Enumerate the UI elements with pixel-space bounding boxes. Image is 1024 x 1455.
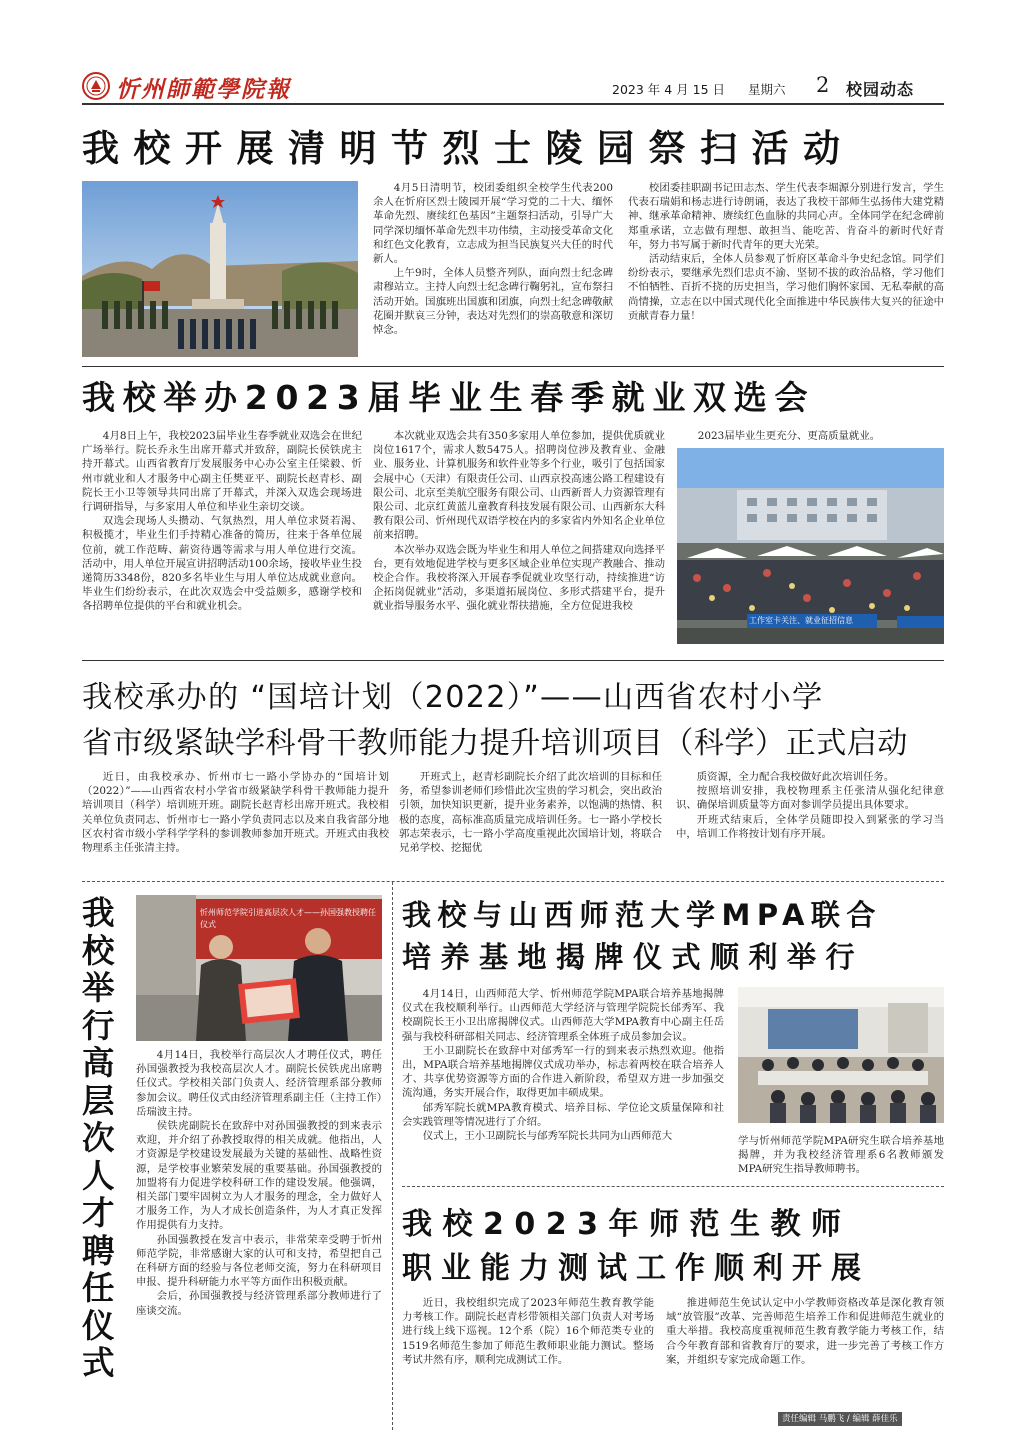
article6-title-line1: 我校2023年师范生教师 xyxy=(402,1207,852,1242)
school-seal-icon xyxy=(82,72,110,100)
article2-title: 我校举办2023届毕业生春季就业双选会 xyxy=(82,378,816,417)
paper-name: 忻州師範學院報 xyxy=(116,76,291,103)
article1-col1-paragraph: 上午9时，全体人员整齐列队，面向烈士纪念碑肃穆站立。主持人向烈士纪念碑行鞠躬礼，宣布祭扫活动开始。国旗班出国旗和团旗，向烈士纪念碑敬献花圈并默哀三分钟，表达对先烈们的崇高敬意和深切悼念。 xyxy=(373,267,613,337)
job-fair-banner-text: 工作室卡关注、就业征招信息 xyxy=(749,616,853,625)
article1-title: 我校开展清明节烈士陵园祭扫活动 xyxy=(82,127,855,170)
article5-col2-paragraph: 学与忻州师范学院MPA研究生联合培养基地揭牌，并为我校经济管理系6名教师颁发MPA研究生指导教师聘书。 xyxy=(738,1135,944,1176)
article5-col1-paragraph: 仪式上，王小卫副院长与邰秀军院长共同为山西师范大 xyxy=(422,1130,673,1143)
issue-weekday: 星期六 xyxy=(748,82,786,97)
article5-photo-meeting xyxy=(738,987,944,1123)
article2-col2-paragraph: 本次就业双选会共有350多家用人单位参加，提供优质就业岗位1617个，需求人数5475人。招聘岗位涉及教育业、金融业、服务业、计算机服务和软件业等多个行业，吸引了包括国家会展中心（天津）有限责任公司、山西京投高速公路工程建设有限公司、北京至美航空服务有限公司、山西新晋人力资源管理有限公司、北京红黄蓝儿童教育科技发展有限公司、山西新东大科教有限公司、忻州现代双语学校在内的多家省内外知名企业单位前来招聘。 xyxy=(373,430,665,542)
article2-column2 xyxy=(373,429,665,614)
article6-column2 xyxy=(666,1296,944,1367)
section-divider-dashed xyxy=(402,1186,944,1187)
article3-col1-paragraph: 近日，由我校承办、忻州市七一路小学协办的“国培计划（2022）”——山西省农村小学省市级紧缺学科骨干教师能力提升培训项目（科学）培训班开班。副院长赵青杉出席开班式。我校相关单位负责同志、忻州市七一路小学负责同志以及来自我省部分地区农村省市级小学科学学科的参训教师参加开班式。开班式由我校物理系主任张清主持。 xyxy=(82,771,389,855)
article2-column1 xyxy=(82,429,362,614)
article5-col1-paragraph: 邰秀军院长就MPA教育模式、培养目标、学位论文质量保障和社会实践管理等情况进行了介绍。 xyxy=(402,1101,724,1128)
article6-title-line2: 职业能力测试工作顺利开展 xyxy=(402,1251,870,1286)
article2-column3 xyxy=(677,429,944,443)
article2-col1-paragraph: 双选会现场人头攒动、气氛热烈，用人单位求贤若渴、积极揽才，毕业生们手持精心准备的简历，往来于各单位展位前，就工作范畴、薪资待遇等需求与用人单位进行交流。活动中，用人单位开展宣讲招聘活动100余场，接收毕业生投递简历3348份，820多名毕业生与用人单位达成就业意向。毕业生们纷纷表示，在此次双选会中受益颇多，感谢学校和各招聘单位提供的平台和就业机会。 xyxy=(82,515,362,613)
article6-col1-paragraph: 近日，我校组织完成了2023年师范生教育教学能力考核工作。副院长赵青杉带领相关部门负责人对考场进行线上线下巡视。12个系（院）16个师范类专业的1519名师范生参加了师范生教师职业能力测试。整场考试井然有序，顺利完成测试工作。 xyxy=(402,1297,654,1366)
article1-col2-paragraph: 活动结束后，全体人员参观了忻府区革命斗争史纪念馆。同学们纷纷表示，要继承先烈们忠贞不渝、坚韧不拔的政治品格，学习他们不怕牺牲、百折不挠的历史担当，学习他们胸怀家国、无私奉献的高尚情操，立志在以中国式现代化全面推进中华民族伟大复兴的征途中贡献青春力量！ xyxy=(628,253,944,322)
section-divider-dashed xyxy=(82,881,944,882)
article4-photo-appointment xyxy=(136,895,382,1041)
article4-paragraph: 4月14日，我校举行高层次人才聘任仪式，聘任孙国强教授为我校高层次人才。副院长侯铁虎出席聘任仪式。学校相关部门负责人、经济管理系部分教师参加会议。聘任仪式由经济管理系副主任（主持工作）岳瑞波主持。 xyxy=(136,1049,382,1118)
article6-column1 xyxy=(402,1296,654,1367)
section-divider xyxy=(82,660,944,661)
article3-col2-paragraph: 开班式上，赵青杉副院长介绍了此次培训的目标和任务，希望参训老师们珍惜此次宝贵的学习机会，突出政治引领，加快知识更新，提升业务素养，以饱满的热情、积极的态度，高标准高质量完成培训任务。七一路小学校长郭志荣表示，七一路小学高度重视此次国培计划，将联合兄弟学校、挖掘优 xyxy=(399,771,662,855)
masthead-rule xyxy=(82,103,944,105)
article3-col3-paragraph: 质资源，全力配合我校做好此次培训任务。 xyxy=(696,771,895,783)
article4-title-vertical xyxy=(82,895,122,1383)
article1-column2 xyxy=(628,181,944,323)
article2-photo-job-fair xyxy=(677,448,944,644)
page-number: 2 xyxy=(816,73,830,97)
article4-paragraph: 侯铁虎副院长在致辞中对孙国强教授的到来表示欢迎，并介绍了孙教授取得的相关成就。他指出，人才资源是学校建设发展最为关键的基础性、战略性资源，是学校事业繁荣发展的重要基础。孙国强教授的加盟将有力促进学校科研工作的建设发展。他强调，相关部门要牢固树立为人才服务的理念，全力做好人才服务工作，为人才成长创造条件，为人才真正发挥作用提供有力支持。 xyxy=(136,1120,382,1232)
article5-col1-paragraph: 王小卫副院长在致辞中对邰秀军一行的到来表示热烈欢迎。他指出，MPA联合培养基地揭牌仪式成功举办，标志着两校在联合培养人才、共享优势资源等方面的合作进入新阶段，希望双方进一步加强交流沟通，务实开展合作，取得更加丰硕成果。 xyxy=(402,1044,724,1100)
article5-column1 xyxy=(402,987,724,1143)
appointment-banner-text: 忻州师范学院引进高层次人才——孙国强教授聘任仪式 xyxy=(200,908,376,929)
article4-paragraph: 会后，孙国强教授与经济管理系部分教师进行了座谈交流。 xyxy=(136,1290,382,1317)
article3-col3-paragraph: 按照培训安排，我校物理系主任张清从强化纪律意识、确保培训质量等方面对参训学员提出具体要求。 xyxy=(676,785,944,812)
article3-column1 xyxy=(82,770,389,855)
article3-col3-paragraph: 开班式结束后，全体学员随即投入到紧张的学习当中，培训工作将按计划有序开展。 xyxy=(676,813,944,840)
column-divider-dashed xyxy=(392,882,393,1430)
masthead xyxy=(82,72,944,104)
article3-title-line2: 省市级紧缺学科骨干教师能力提升培训项目（科学）正式启动 xyxy=(82,726,908,761)
article4-paragraph: 孙国强教授在发言中表示，非常荣幸受聘于忻州师范学院，非常感谢大家的认可和支持，希望把自己在科研方面的经验与各位老师交流，努力在科研项目申报、提升科研能力水平等方面作出积极贡献。 xyxy=(136,1233,382,1289)
article4-body xyxy=(136,1048,382,1318)
article4-title-text: 我校举行高层次人才聘任仪式 xyxy=(82,894,115,1382)
article2-col2-paragraph: 本次举办双选会既为毕业生和用人单位之间搭建双向选择平台，更有效地促进学校与更多区域企业单位实现产教融合、推动校企合作。我校将深入开展春季促就业攻坚行动，持续推进“访企拓岗促就业”活动，多渠道拓展岗位、多形式搭建平台，提升就业指导服务水平、强化就业帮扶措施，全方位促进我校 xyxy=(373,543,665,613)
article3-column3 xyxy=(676,770,944,841)
article1-column1 xyxy=(373,181,613,337)
section-divider xyxy=(82,366,944,367)
article5-title-line2: 培养基地揭牌仪式顺利举行 xyxy=(402,940,865,974)
article2-col3-paragraph: 2023届毕业生更充分、更高质量就业。 xyxy=(697,430,881,442)
section-name: 校园动态 xyxy=(846,80,915,99)
article1-col2-paragraph: 校团委挂职副书记田志杰、学生代表李堀源分别进行发言，学生代表石瑞娟和杨志进行诗朗诵，表达了我校干部师生弘扬伟大建党精神、继承革命精神、赓续红色血脉的共同心声。全体同学在纪念碑前郑重承诺，立志做有理想、敢担当、能吃苦、肯奋斗的新时代好青年，努力书写属于新时代青年的更大光荣。 xyxy=(628,182,944,251)
article2-col1-paragraph: 4月8日上午，我校2023届毕业生春季就业双选会在世纪广场举行。院长乔永生出席开幕式并致辞，副院长侯铁虎主持开幕式。山西省教育厅发展服务中心办公室主任梁毅、忻州市就业和人才服务中心副主任樊亚平、副院长赵青杉、副院长王小卫等领导共同出席了开幕式，并深入双选会现场进行调研指导，与多家用人单位和毕业生亲切交谈。 xyxy=(82,430,362,514)
article3-title-line1: 我校承办的 “国培计划（2022）”——山西省农村小学 xyxy=(82,680,824,715)
article1-col1-paragraph: 4月5日清明节，校团委组织全校学生代表200余人在忻府区烈士陵园开展“学习党的二十大、缅怀革命先烈、赓续红色基因”主题祭扫活动，引导广大同学深切缅怀革命先烈丰功伟绩，主动接受革命文化和红色文化教育，立志成为担当民族复兴大任的时代新人。 xyxy=(373,182,613,266)
editor-credit: 责任编辑 马鹏飞 / 编辑 薛佳乐 xyxy=(778,1412,902,1426)
article6-col2-paragraph: 推进师范生免试认定中小学教师资格改革是深化教育领域“放管服”改革、完善师范生培养工作和促进师范生就业的重大举措。我校高度重视师范生教育教学能力考核工作，结合今年教育部和省教育厅的要求，进一步完善了考核工作方案，并组织专家完成命题工作。 xyxy=(666,1297,944,1366)
article5-title-line1: 我校与山西师范大学MPA联合 xyxy=(402,898,882,932)
issue-date: 2023 年 4 月 15 日 xyxy=(612,82,726,97)
article5-column2 xyxy=(738,1134,944,1177)
article5-col1-paragraph: 4月14日，山西师范大学、忻州师范学院MPA联合培养基地揭牌仪式在我校顺利举行。山西师范大学经济与管理学院院长邰秀军、我校副院长王小卫出席揭牌仪式。山西师范大学MPA教育中心副主任岳强与我校科研部相关同志、经济管理系全体班子成员参加会议。 xyxy=(402,988,724,1043)
article3-column2 xyxy=(399,770,662,855)
article1-photo-martyrs-cemetery xyxy=(82,181,358,357)
